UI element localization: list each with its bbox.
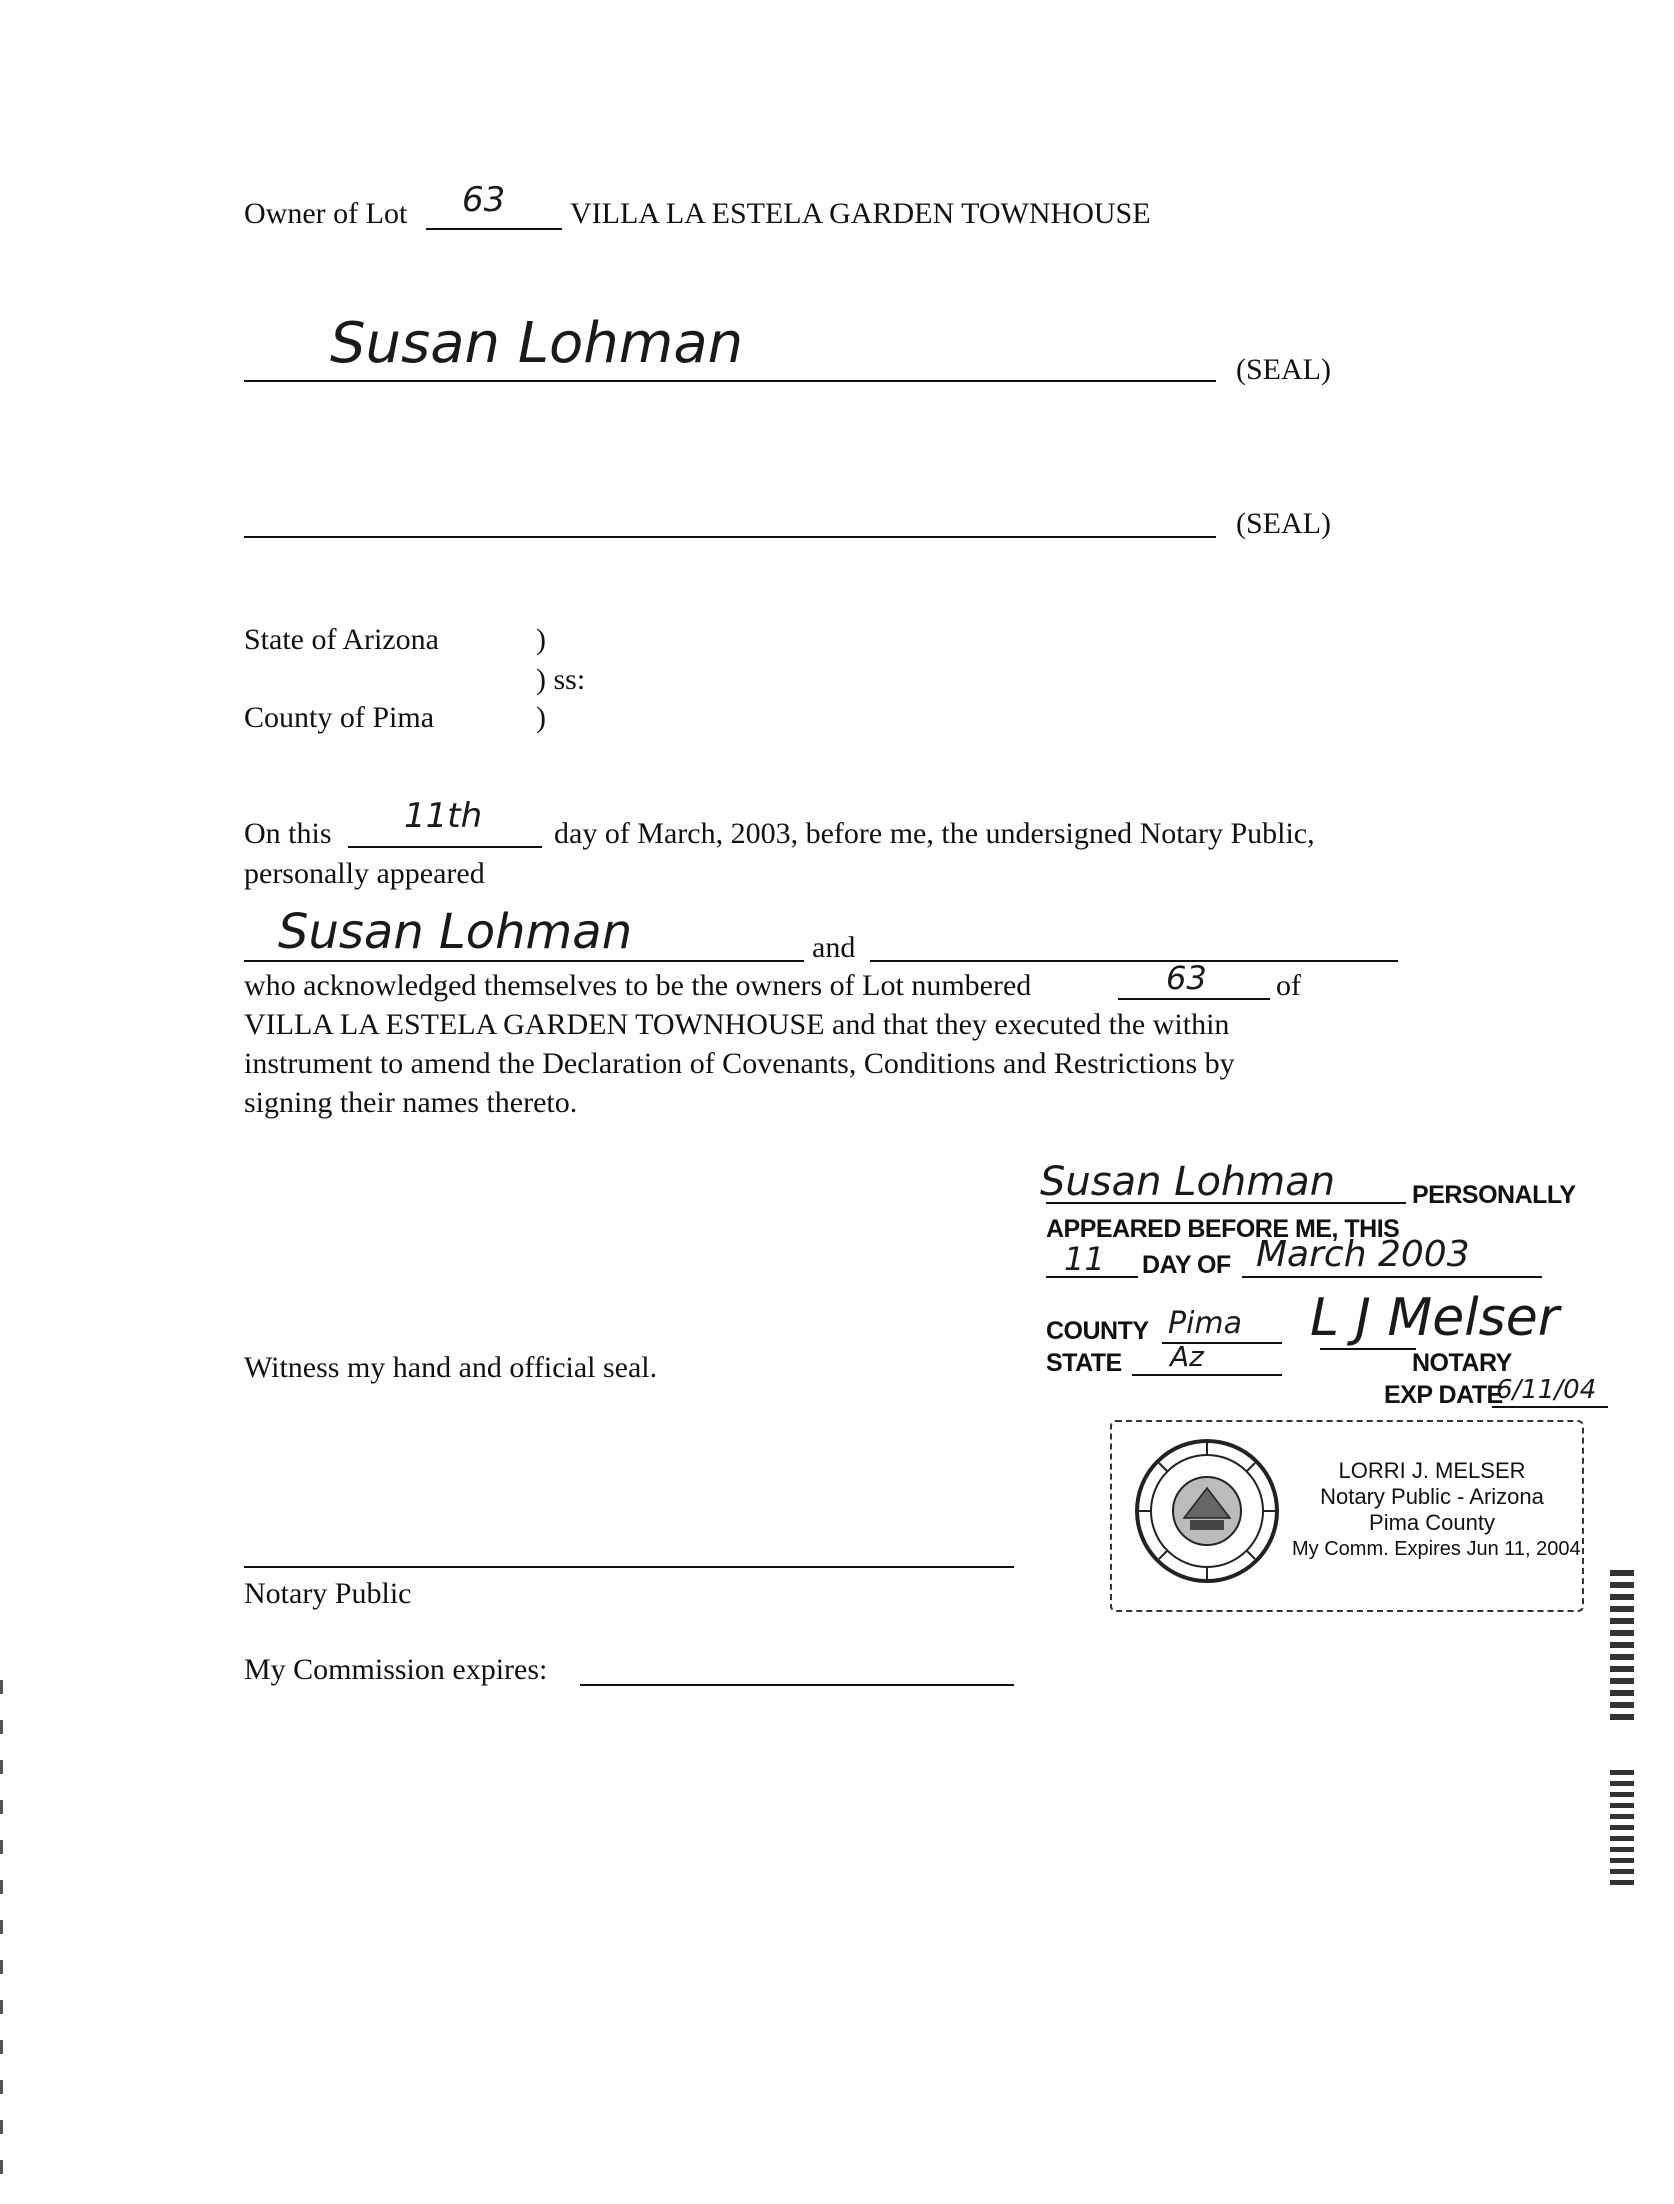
- scan-mark: [0, 1680, 3, 1694]
- stamp-state-handwritten: Az: [1170, 1340, 1204, 1373]
- scan-mark: [0, 1960, 3, 1974]
- appeared-name-line: [244, 960, 804, 962]
- scan-mark: [0, 2040, 3, 2054]
- day-underline: [348, 846, 542, 848]
- seal-county: Pima County: [1369, 1510, 1495, 1535]
- scan-mark: [0, 1760, 3, 1774]
- stamp-name-line: [1046, 1202, 1406, 1204]
- lot-numbered-handwritten: 63: [1166, 959, 1207, 997]
- lot-number-handwritten: 63: [462, 180, 506, 220]
- owner-signature-1: Susan Lohman: [330, 311, 744, 376]
- scan-mark: [0, 1840, 3, 1854]
- stamp-appeared: APPEARED BEFORE ME, THIS: [1046, 1215, 1400, 1243]
- seal-notary-title: Notary Public - Arizona: [1320, 1484, 1544, 1509]
- signature-line-1: [244, 380, 1216, 382]
- scan-mark: [0, 1880, 3, 1894]
- day-of-march-text: day of March, 2003, before me, the undersigned Notary Public,: [554, 817, 1315, 850]
- commission-expires-line: [580, 1684, 1014, 1686]
- venue-paren-3: ): [536, 701, 546, 734]
- notary-public-label: Notary Public: [244, 1577, 412, 1610]
- stamp-exp-handwritten: 6/11/04: [1496, 1375, 1597, 1405]
- state-seal-emblem-icon: [1132, 1436, 1282, 1586]
- stamp-state-line: [1132, 1374, 1282, 1376]
- scan-mark: [0, 2160, 3, 2174]
- seal-notary-name: LORRI J. MELSER: [1338, 1458, 1526, 1483]
- notary-public-signature-line: [244, 1566, 1014, 1568]
- scan-mark: [0, 1720, 3, 1734]
- appeared-name-handwritten: Susan Lohman: [278, 904, 633, 960]
- stamp-county-label: COUNTY: [1046, 1317, 1149, 1345]
- lot-numbered-underline: [1118, 998, 1270, 1000]
- seal-expires: My Comm. Expires Jun 11, 2004: [1292, 1538, 1581, 1560]
- stamp-county-handwritten: Pima: [1168, 1306, 1243, 1341]
- stamp-name-handwritten: Susan Lohman: [1040, 1159, 1336, 1205]
- venue-paren-1: ): [536, 623, 546, 656]
- seal-label-1: (SEAL): [1236, 353, 1331, 386]
- of-label: of: [1276, 969, 1301, 1002]
- recording-barcode-mark-2: [1610, 1770, 1634, 1890]
- stamp-day-of: DAY OF: [1142, 1251, 1231, 1279]
- scan-mark: [0, 1800, 3, 1814]
- recording-barcode-mark: [1610, 1570, 1634, 1720]
- scan-mark: [0, 2000, 3, 2014]
- stamp-day-handwritten: 11: [1064, 1240, 1105, 1278]
- personally-appeared-text: personally appeared: [244, 857, 485, 890]
- stamp-exp-line: [1492, 1406, 1608, 1408]
- stamp-notary-label: NOTARY: [1412, 1349, 1512, 1377]
- commission-expires-label: My Commission expires:: [244, 1653, 548, 1686]
- notary-seal: [1110, 1420, 1584, 1612]
- stamp-exp-label: EXP DATE: [1384, 1381, 1503, 1409]
- scan-mark: [0, 2080, 3, 2094]
- acknowledged-text: who acknowledged themselves to be the owners of Lot numbered: [244, 969, 1032, 1002]
- owner-of-lot-label: Owner of Lot: [244, 197, 408, 230]
- and-label: and: [812, 931, 856, 964]
- lot-number-underline: [426, 228, 562, 230]
- stamp-month-handwritten: March 2003: [1256, 1234, 1470, 1275]
- state-label: State of Arizona: [244, 623, 439, 656]
- scan-mark: [0, 1920, 3, 1934]
- ack-line-5: signing their names thereto.: [244, 1086, 578, 1119]
- day-handwritten: 11th: [404, 796, 483, 836]
- scan-mark: [0, 2120, 3, 2134]
- seal-label-2: (SEAL): [1236, 507, 1331, 540]
- witness-text: Witness my hand and official seal.: [244, 1351, 658, 1384]
- stamp-state-label: STATE: [1046, 1349, 1122, 1377]
- county-label: County of Pima: [244, 701, 435, 734]
- ack-line-4: instrument to amend the Declaration of Covenants, Conditions and Restrictions by: [244, 1047, 1235, 1080]
- stamp-personally: PERSONALLY: [1412, 1181, 1576, 1209]
- development-name: VILLA LA ESTELA GARDEN TOWNHOUSE: [570, 197, 1151, 230]
- ack-line-3: VILLA LA ESTELA GARDEN TOWNHOUSE and that they executed the within: [244, 1008, 1230, 1041]
- notary-stamp: [1000, 1159, 1640, 1409]
- on-this-label: On this: [244, 817, 332, 850]
- signature-line-2: [244, 536, 1216, 538]
- second-name-line: [870, 960, 1398, 962]
- notary-sig-line: [1320, 1348, 1416, 1350]
- stamp-month-line: [1242, 1276, 1542, 1278]
- notary-signature: L J Melser: [1310, 1288, 1560, 1348]
- venue-paren-ss: ) ss:: [536, 663, 586, 696]
